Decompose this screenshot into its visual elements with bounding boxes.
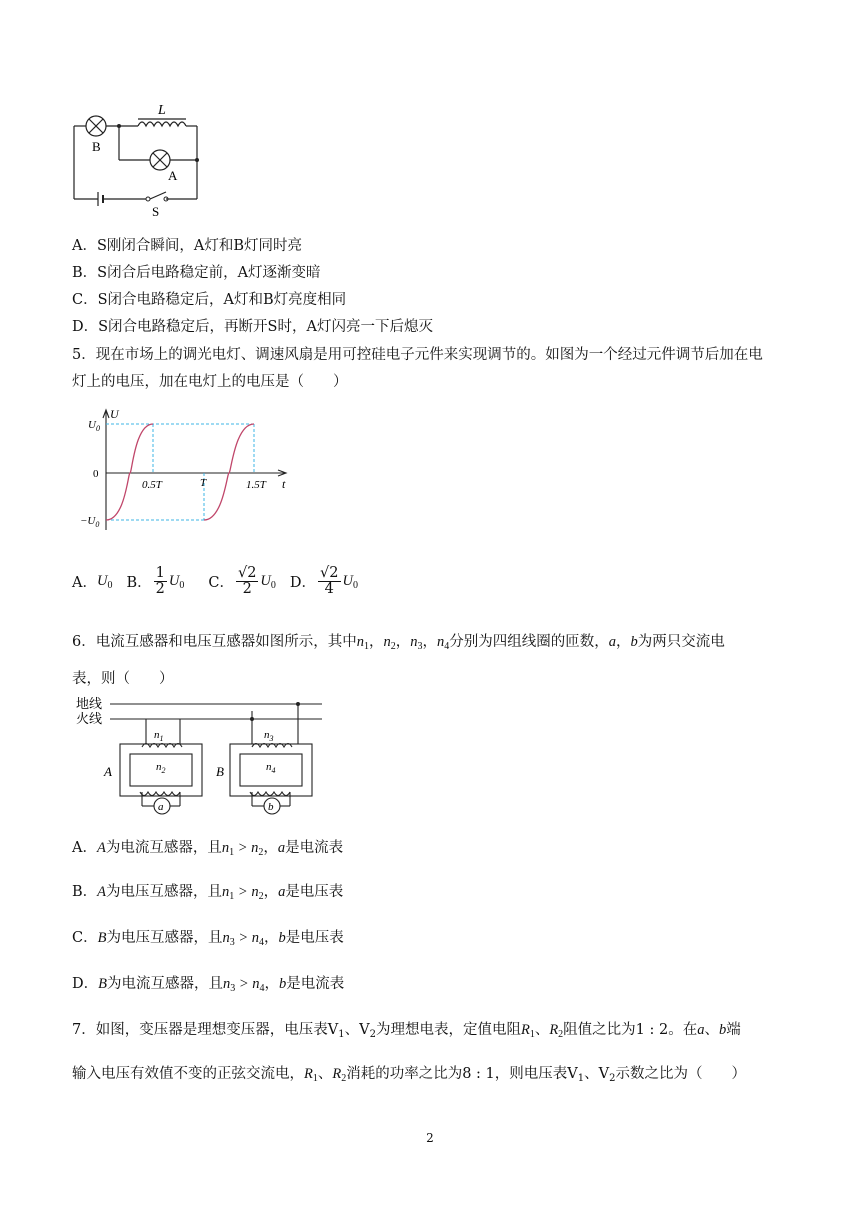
circuit-diagram-q4	[70, 100, 210, 226]
q5-option-a-value: $U_0$	[96, 572, 113, 591]
q5-option-c-label: C．	[208, 575, 234, 592]
q6-option-c: C．B为电压互感器，且$n_3 > n_4$，b是电压表	[72, 930, 344, 948]
q7-stem-line1: 7．如图，变压器是理想变压器，电压表$V_1$、$V_2$为理想电表，定值电阻$R_1$、$R_2$阻值之比为1 : 2。在a、b端	[72, 1022, 741, 1040]
coil-n2-label: $n_2$	[156, 761, 166, 775]
q5-stem-line1: 5．现在市场上的调光电灯、调速风扇是用可控硅电子元件来实现调节的。如图为一个经过元件调节后加在电	[72, 347, 763, 363]
meter-b-label: b	[268, 801, 274, 813]
neg-u0-label: $-U_0$	[80, 515, 100, 529]
tick-1.5T: 1.5T	[246, 479, 266, 491]
q5-option-d-label: D．	[289, 575, 317, 592]
transformer-diagram-q6	[76, 692, 326, 824]
coil-n3-label: $n_3$	[264, 729, 274, 743]
tick-T: T	[200, 477, 207, 489]
q6-option-d: D．B为电流互感器，且$n_3 > n_4$，b是电流表	[72, 976, 345, 994]
q5-options: A． $U_0$ B． $\frac{1}{2}$ $U_0$ C． $\frac{√2}{2}$ $U_0$ D． $\frac{√2}{4}$ $U_0$	[72, 565, 358, 598]
origin-label: 0	[93, 468, 99, 480]
t-axis-label: t	[282, 477, 286, 491]
q7-stem-line2: 输入电压有效值不变的正弦交流电，$R_1$、$R_2$消耗的功率之比为8 : 1，则电压表$V_1$、$V_2$示数之比为（ ）	[72, 1066, 746, 1084]
tick-0.5T: 0.5T	[142, 479, 162, 491]
lamp-a-label: A	[168, 168, 178, 183]
q4-option-a: A．S刚闭合瞬间，A灯和B灯同时亮	[72, 238, 303, 254]
coil-n4-label: $n_4$	[266, 761, 276, 775]
meter-a-label: a	[158, 801, 164, 813]
q5-option-b-fraction: $\frac{1}{2}$	[155, 565, 165, 598]
live-wire-label: 火线	[76, 711, 103, 726]
q4-option-b: B．S闭合后电路稳定前，A灯逐渐变暗	[72, 265, 321, 281]
page-number: 2	[426, 1131, 434, 1145]
q5-option-b-label: B．	[126, 575, 152, 592]
q5-option-d-fraction: $\frac{√2}{4}$	[320, 565, 339, 598]
q6-stem-line1: 6．电流互感器和电压互感器如图所示，其中$n_1$，$n_2$，$n_3$，$n_4$分别为四组线圈的匝数，a，b为两只交流电	[72, 634, 725, 652]
transformer-b-label: B	[216, 764, 224, 779]
q5-option-c-fraction: $\frac{√2}{2}$	[237, 565, 257, 598]
voltage-graph-q5	[80, 404, 300, 538]
q6-option-a: A．A为电流互感器，且$n_1 > n_2$，a是电流表	[72, 840, 344, 858]
q4-option-d: D．S闭合电路稳定后，再断开S时，A灯闪亮一下后熄灭	[72, 319, 433, 335]
q6-stem-line2: 表，则（ ）	[72, 671, 174, 687]
u0-label: $U_0$	[88, 419, 100, 433]
q6-option-b: B．A为电压互感器，且$n_1 > n_2$，a是电压表	[72, 884, 344, 902]
switch-label: S	[152, 204, 160, 219]
inductor-label: L	[158, 103, 166, 118]
transformer-a-label: A	[104, 764, 112, 779]
q4-option-c: C．S闭合电路稳定后，A灯和B灯亮度相同	[72, 292, 347, 308]
u-axis-label: U	[110, 407, 119, 421]
q5-stem-line2: 灯上的电压，加在电灯上的电压是（ ）	[72, 374, 348, 390]
ground-wire-label: 地线	[76, 696, 103, 711]
lamp-b-label: B	[92, 139, 101, 154]
coil-n1-label: $n_1$	[154, 729, 164, 743]
q5-option-a-label: A．	[72, 575, 97, 592]
